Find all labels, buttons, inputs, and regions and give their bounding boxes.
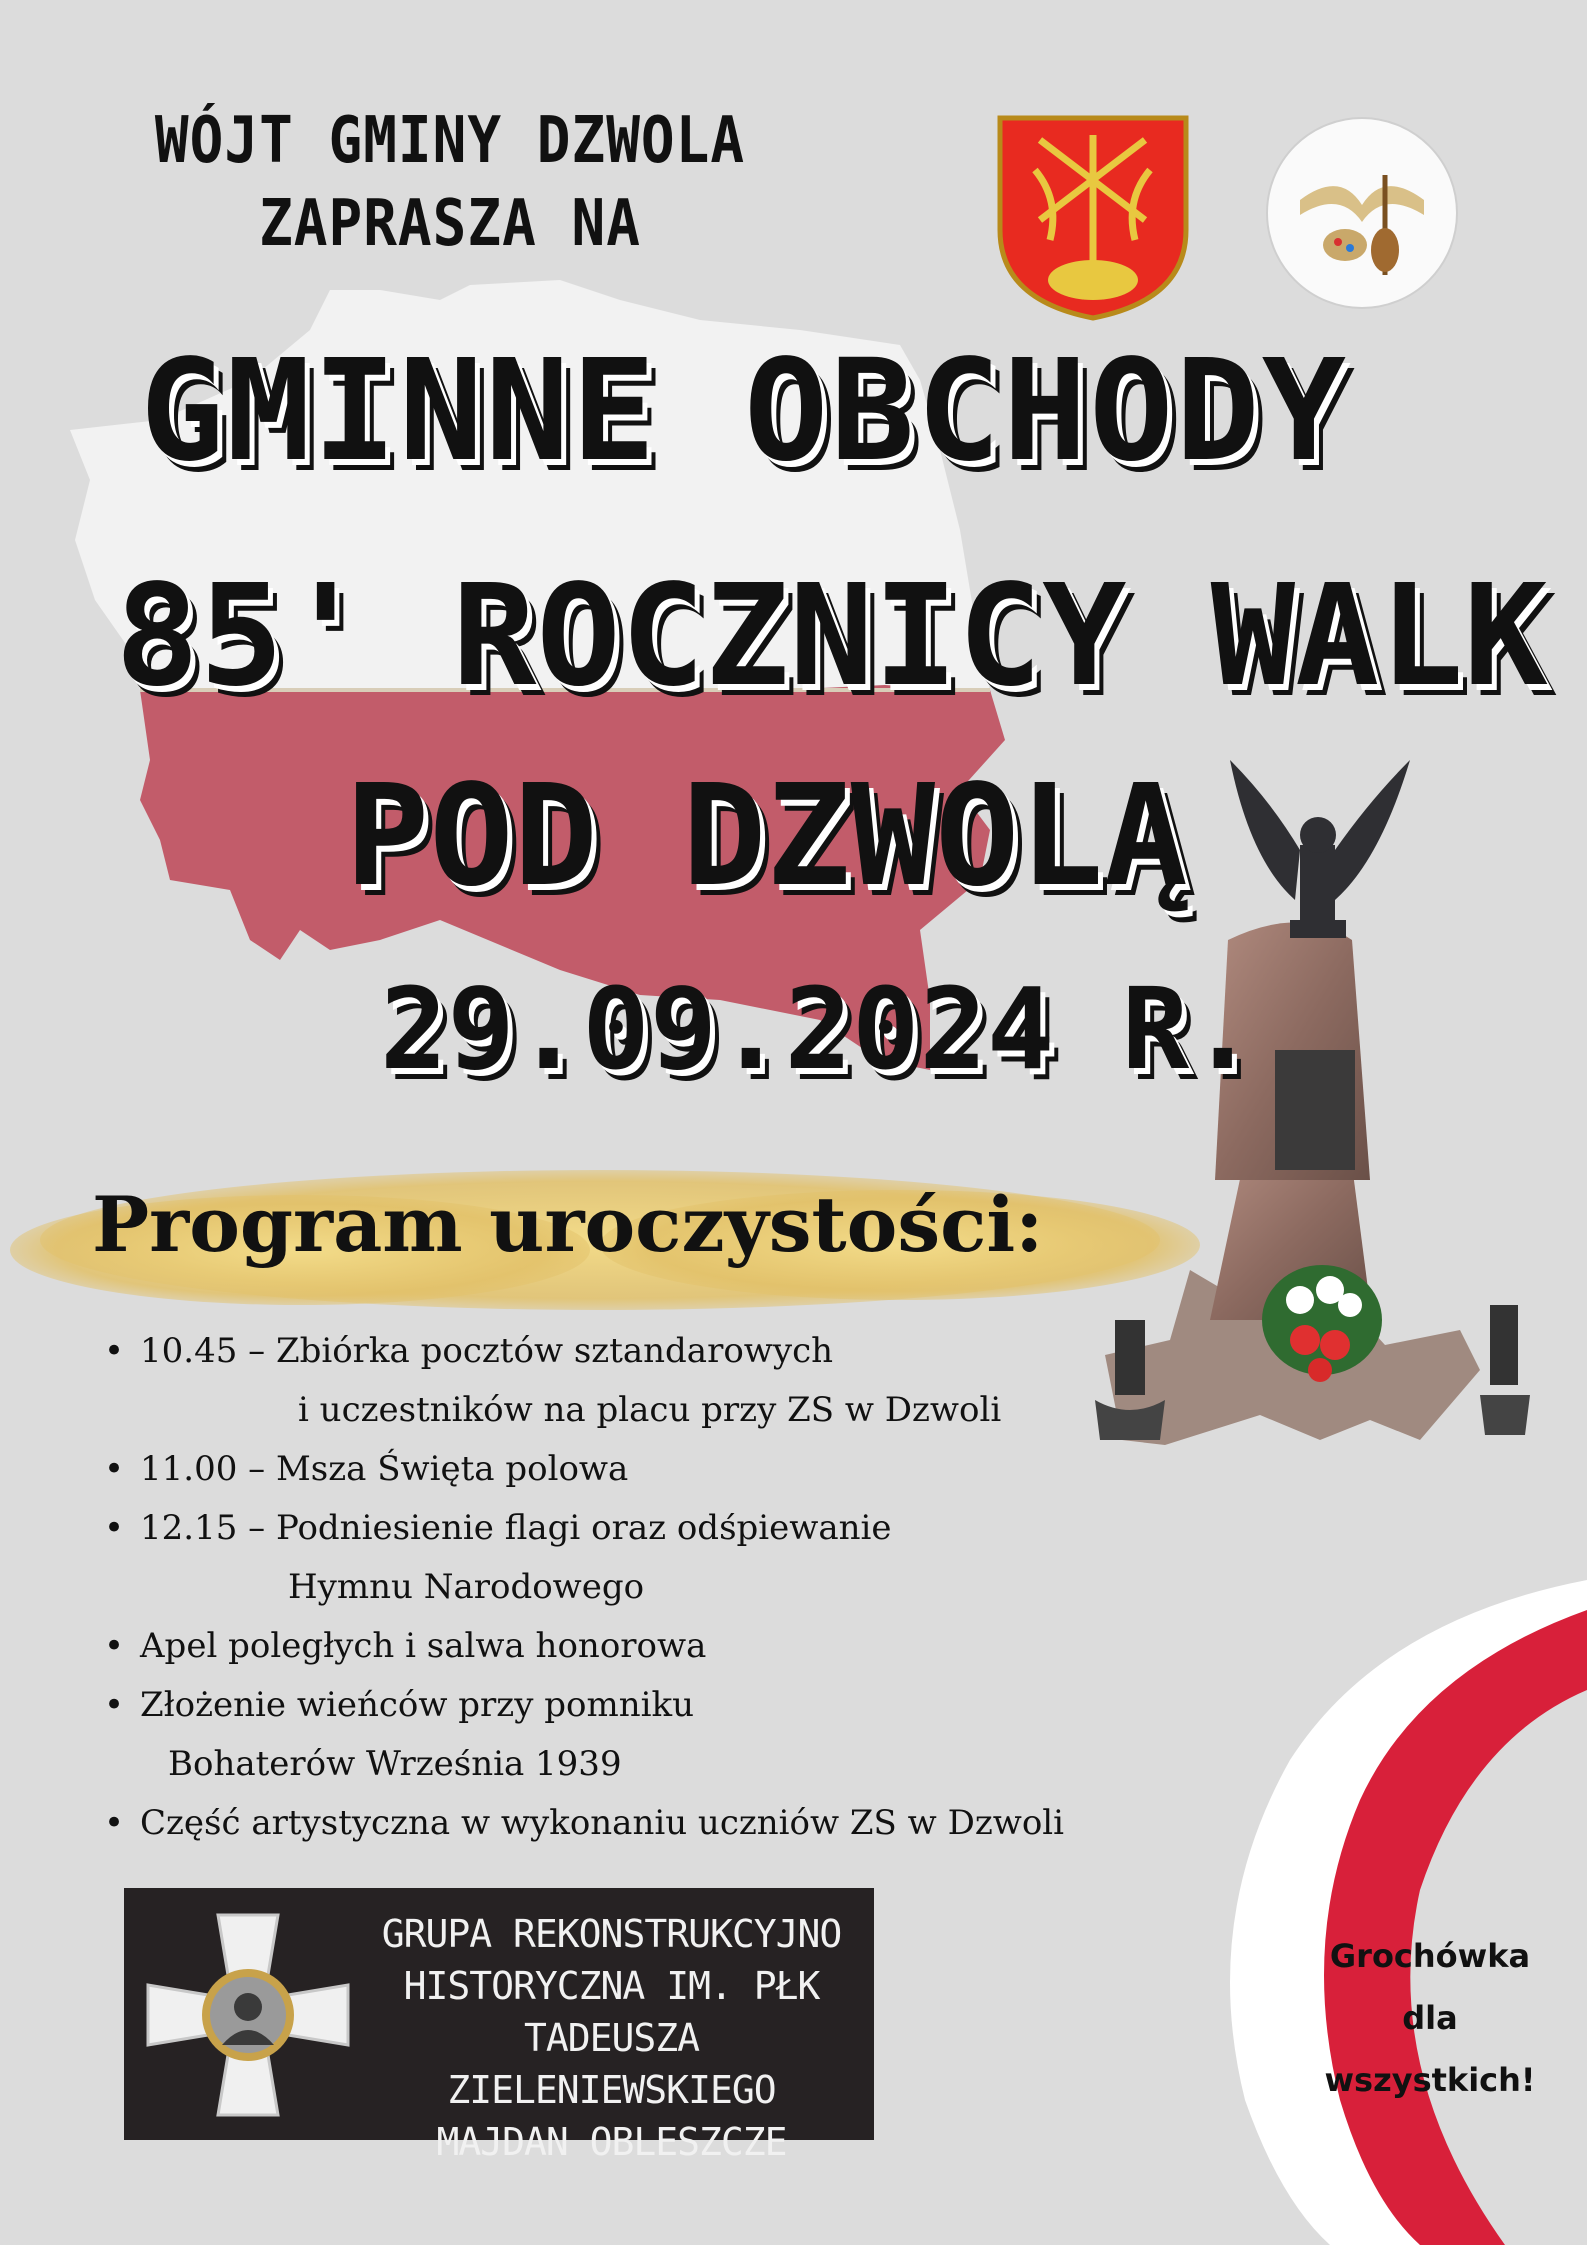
pea-soup-note bbox=[1290, 1925, 1570, 2111]
soup-line: Grochówka bbox=[1329, 1937, 1531, 1975]
group-name-line: HISTORYCZNA IM. PŁK bbox=[403, 1964, 820, 2008]
program-list bbox=[140, 1322, 1064, 1853]
program-item: • 12.15 – Podniesienie flagi oraz odśpiewanie bbox=[140, 1499, 1064, 1558]
soup-line: dla bbox=[1402, 1999, 1458, 2037]
invitation-header bbox=[120, 100, 780, 266]
group-name-line: GRUPA REKONSTRUKCYJNO bbox=[381, 1912, 842, 1956]
title-line-3: POD DZWOLĄ bbox=[345, 755, 1188, 918]
program-item: • Apel poległych i salwa honorowa bbox=[140, 1617, 1064, 1676]
event-date: 29.09.2024 R. bbox=[380, 965, 1257, 1095]
coat-of-arms-icon bbox=[1000, 118, 1186, 318]
soup-line: wszystkich! bbox=[1324, 2061, 1536, 2099]
group-name-line: TADEUSZA ZIELENIEWSKIEGO bbox=[447, 2016, 776, 2112]
program-item-continuation: Hymnu Narodowego bbox=[288, 1567, 645, 1607]
program-item: • Złożenie wieńców przy pomniku bbox=[140, 1676, 1064, 1735]
program-item: • 11.00 – Msza Święta polowa bbox=[140, 1440, 1064, 1499]
program-item: • 10.45 – Zbiórka pocztów sztandarowych bbox=[140, 1322, 1064, 1381]
flag-ribbon bbox=[1230, 1580, 1587, 2245]
title-line-1: GMINNE OBCHODY bbox=[140, 330, 1349, 493]
program-item-continuation: i uczestników na placu przy ZS w Dzwoli bbox=[298, 1390, 1002, 1430]
library-logo bbox=[1267, 118, 1457, 308]
group-name bbox=[354, 1908, 869, 2168]
invitation-line-2: ZAPRASZA NA bbox=[259, 186, 641, 261]
program-item-continuation: Bohaterów Września 1939 bbox=[168, 1744, 622, 1784]
group-name-line: MAJDAN OBLESZCZE bbox=[436, 2120, 787, 2164]
invitation-line-1: WÓJT GMINY DZWOLA bbox=[154, 103, 746, 179]
reenactment-group-box bbox=[124, 1888, 874, 2164]
program-item: • Część artystyczna w wykonaniu uczniów ZS w Dzwoli bbox=[140, 1794, 1064, 1853]
title-line-2: 85' ROCZNICY WALK bbox=[115, 555, 1548, 718]
program-heading: Program uroczystości: bbox=[92, 1180, 1044, 1269]
cross-emblem-icon bbox=[124, 1888, 354, 2140]
